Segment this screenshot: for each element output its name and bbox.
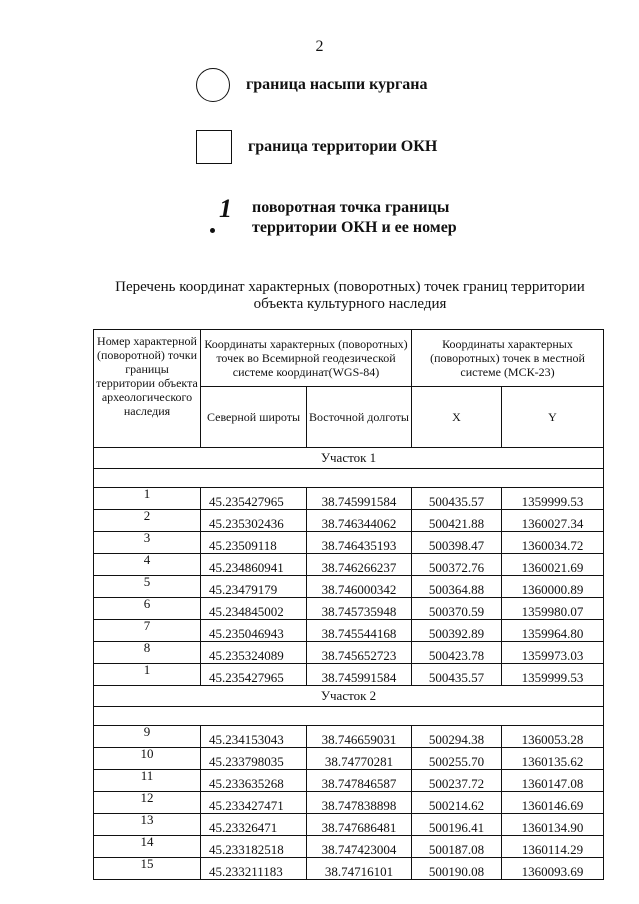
x-cell: 500370.59 xyxy=(412,598,502,620)
y-cell: 1360000.89 xyxy=(502,576,604,598)
latitude-cell: 45.235046943 xyxy=(201,620,307,642)
y-cell: 1360053.28 xyxy=(502,726,604,748)
table-row xyxy=(94,664,604,686)
latitude-cell: 45.233182518 xyxy=(201,836,307,858)
point-number-cell: 3 xyxy=(94,532,201,554)
y-cell: 1360034.72 xyxy=(502,532,604,554)
x-cell: 500187.08 xyxy=(412,836,502,858)
turning-point-dot xyxy=(210,228,215,233)
table-row xyxy=(94,792,604,814)
longitude-cell: 38.746000342 xyxy=(307,576,412,598)
y-cell: 1360093.69 xyxy=(502,858,604,880)
y-cell: 1360114.29 xyxy=(502,836,604,858)
legend-label-line1: поворотная точка границы xyxy=(252,199,450,216)
latitude-cell: 45.234153043 xyxy=(201,726,307,748)
point-number-cell: 11 xyxy=(94,770,201,792)
longitude-cell: 38.745735948 xyxy=(307,598,412,620)
latitude-cell: 45.23509118 xyxy=(201,532,307,554)
latitude-cell: 45.234845002 xyxy=(201,598,307,620)
point-number-cell: 1 xyxy=(94,664,201,686)
longitude-cell: 38.746266237 xyxy=(307,554,412,576)
longitude-cell: 38.745544168 xyxy=(307,620,412,642)
y-cell: 1360147.08 xyxy=(502,770,604,792)
turning-point-icon xyxy=(196,194,236,238)
header-msk23: Координаты характерных (поворотных) точек в местной системе (МСК-23) xyxy=(412,330,604,387)
table-row xyxy=(94,726,604,748)
legend-label xyxy=(252,198,457,238)
coordinates-table xyxy=(93,329,604,880)
x-cell: 500196.41 xyxy=(412,814,502,836)
table-row xyxy=(94,532,604,554)
table-row xyxy=(94,642,604,664)
point-number-cell: 9 xyxy=(94,726,201,748)
point-number-cell: 2 xyxy=(94,510,201,532)
longitude-cell: 38.745652723 xyxy=(307,642,412,664)
y-cell: 1360134.90 xyxy=(502,814,604,836)
longitude-cell: 38.745991584 xyxy=(307,488,412,510)
header-wgs84: Координаты характерных (поворотных) точек во Всемирной геодезической системе координат(WGS-84) xyxy=(201,330,412,387)
longitude-cell: 38.747838898 xyxy=(307,792,412,814)
x-cell: 500364.88 xyxy=(412,576,502,598)
turning-point-number: 1 xyxy=(219,194,232,223)
longitude-cell: 38.74716101 xyxy=(307,858,412,880)
y-cell: 1359973.03 xyxy=(502,642,604,664)
legend-item-mound-boundary xyxy=(196,68,427,102)
table-row xyxy=(94,598,604,620)
section-title: Участок 2 xyxy=(94,686,604,707)
page-number: 2 xyxy=(315,38,324,55)
latitude-cell: 45.233635268 xyxy=(201,770,307,792)
x-cell: 500435.57 xyxy=(412,488,502,510)
list-title-line1: Перечень координат характерных (поворотных) точек границ территории xyxy=(115,279,585,295)
latitude-cell: 45.233798035 xyxy=(201,748,307,770)
blank-row xyxy=(94,469,604,488)
x-cell: 500294.38 xyxy=(412,726,502,748)
x-cell: 500237.72 xyxy=(412,770,502,792)
list-title xyxy=(60,279,639,313)
header-latitude: Северной широты xyxy=(201,387,307,448)
x-cell: 500435.57 xyxy=(412,664,502,686)
x-cell: 500214.62 xyxy=(412,792,502,814)
table-row xyxy=(94,488,604,510)
header-y: Y xyxy=(502,387,604,448)
point-number-cell: 5 xyxy=(94,576,201,598)
longitude-cell: 38.747686481 xyxy=(307,814,412,836)
latitude-cell: 45.234860941 xyxy=(201,554,307,576)
header-longitude: Восточной долготы xyxy=(307,387,412,448)
legend-label: граница территории ОКН xyxy=(248,138,438,155)
table-row xyxy=(94,510,604,532)
longitude-cell: 38.747846587 xyxy=(307,770,412,792)
x-cell: 500190.08 xyxy=(412,858,502,880)
longitude-cell: 38.746659031 xyxy=(307,726,412,748)
longitude-cell: 38.746344062 xyxy=(307,510,412,532)
table-row xyxy=(94,858,604,880)
y-cell: 1360027.34 xyxy=(502,510,604,532)
table-row xyxy=(94,576,604,598)
point-number-cell: 6 xyxy=(94,598,201,620)
header-x: X xyxy=(412,387,502,448)
y-cell: 1360021.69 xyxy=(502,554,604,576)
x-cell: 500255.70 xyxy=(412,748,502,770)
latitude-cell: 45.235427965 xyxy=(201,664,307,686)
point-number-cell: 13 xyxy=(94,814,201,836)
x-cell: 500392.89 xyxy=(412,620,502,642)
blank-row xyxy=(94,707,604,726)
table-row xyxy=(94,554,604,576)
table-body xyxy=(94,448,604,880)
y-cell: 1360146.69 xyxy=(502,792,604,814)
longitude-cell: 38.747423004 xyxy=(307,836,412,858)
point-number-cell: 1 xyxy=(94,488,201,510)
point-number-cell: 10 xyxy=(94,748,201,770)
blank-cell xyxy=(94,707,604,726)
circle-icon xyxy=(196,68,230,102)
x-cell: 500372.76 xyxy=(412,554,502,576)
section-title: Участок 1 xyxy=(94,448,604,469)
legend-label-line2: территории ОКН и ее номер xyxy=(252,219,457,236)
longitude-cell: 38.746435193 xyxy=(307,532,412,554)
point-number-cell: 7 xyxy=(94,620,201,642)
point-number-cell: 4 xyxy=(94,554,201,576)
x-cell: 500423.78 xyxy=(412,642,502,664)
latitude-cell: 45.233427471 xyxy=(201,792,307,814)
longitude-cell: 38.745991584 xyxy=(307,664,412,686)
legend-item-okn-boundary xyxy=(196,130,437,164)
legend-label: граница насыпи кургана xyxy=(246,76,428,93)
table-row xyxy=(94,836,604,858)
y-cell: 1359999.53 xyxy=(502,664,604,686)
latitude-cell: 45.235302436 xyxy=(201,510,307,532)
latitude-cell: 45.235324089 xyxy=(201,642,307,664)
table-row xyxy=(94,770,604,792)
header-point-number: Номер характерной (поворотной) точки границы территории объекта археологического наследия xyxy=(94,330,201,448)
y-cell: 1360135.62 xyxy=(502,748,604,770)
point-number-cell: 12 xyxy=(94,792,201,814)
section-row xyxy=(94,448,604,469)
list-title-line2: объекта культурного наследия xyxy=(253,296,447,312)
table-row xyxy=(94,620,604,642)
point-number-cell: 15 xyxy=(94,858,201,880)
point-number-cell: 8 xyxy=(94,642,201,664)
latitude-cell: 45.23326471 xyxy=(201,814,307,836)
section-row xyxy=(94,686,604,707)
y-cell: 1359999.53 xyxy=(502,488,604,510)
y-cell: 1359964.80 xyxy=(502,620,604,642)
blank-cell xyxy=(94,469,604,488)
y-cell: 1359980.07 xyxy=(502,598,604,620)
x-cell: 500421.88 xyxy=(412,510,502,532)
latitude-cell: 45.23479179 xyxy=(201,576,307,598)
legend-item-turning-point xyxy=(196,194,457,238)
longitude-cell: 38.74770281 xyxy=(307,748,412,770)
latitude-cell: 45.233211183 xyxy=(201,858,307,880)
table-row xyxy=(94,814,604,836)
x-cell: 500398.47 xyxy=(412,532,502,554)
table-row xyxy=(94,748,604,770)
square-icon xyxy=(196,130,232,164)
latitude-cell: 45.235427965 xyxy=(201,488,307,510)
point-number-cell: 14 xyxy=(94,836,201,858)
